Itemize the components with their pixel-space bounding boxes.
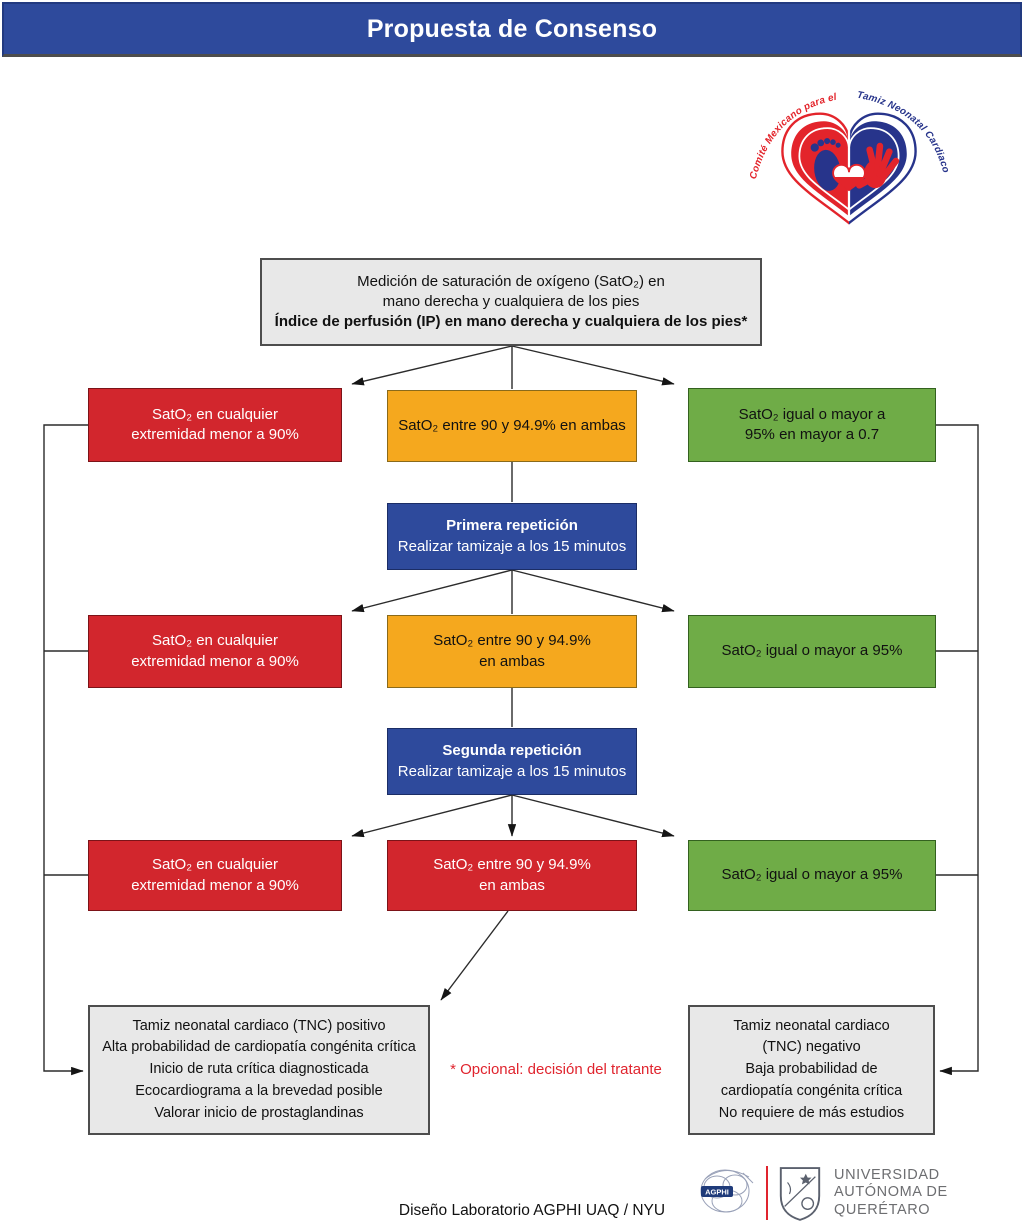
flow-box-first-repeat <box>387 503 637 570</box>
box-line: SatO₂ entre 90 y 94.9% <box>433 856 591 874</box>
university-line: UNIVERSIDAD <box>834 1167 940 1184</box>
box-line: Valorar inicio de prostaglandinas <box>154 1104 364 1121</box>
box-line: mano derecha y cualquiera de los pies <box>382 292 640 310</box>
box-line: en ambas <box>479 652 545 670</box>
box-line: cardiopatía congénita crítica <box>720 1082 903 1099</box>
box-line: extremidad menor a 90% <box>131 426 299 443</box>
university-line: AUTÓNOMA DE <box>834 1184 948 1201</box>
box-line: SatO₂ entre 90 y 94.9% en ambas <box>398 416 626 434</box>
flow-box-second-repeat <box>387 728 637 795</box>
box-line: 95% en mayor a 0.7 <box>744 426 880 443</box>
optional-note: * Opcional: decisión del tratante <box>450 1061 662 1078</box>
box-line: No requiere de más estudios <box>718 1104 905 1121</box>
footer-logos <box>690 1160 1010 1226</box>
box-line: Inicio de ruta crítica diagnosticada <box>149 1061 369 1078</box>
box-line: extremidad menor a 90% <box>131 876 299 894</box>
box-line: Índice de perfusión (IP) en mano derecha y cualquiera de los pies* <box>274 313 748 331</box>
flow-box-row3-sat-normal <box>688 840 936 911</box>
flow-box-row1-sat-low <box>88 388 342 462</box>
university-line: QUERÉTARO <box>834 1201 931 1218</box>
box-line: Tamiz neonatal cardiaco <box>733 1017 890 1034</box>
flow-box-row1-sat-mid <box>387 390 637 462</box>
box-line: SatO₂ en cualquier <box>152 856 278 874</box>
box-line: SatO₂ en cualquier <box>152 632 278 650</box>
logo-arc-right-text: Tamiz Neonatal Cardiaco <box>856 89 952 175</box>
box-line: Realizar tamizaje a los 15 minutos <box>397 537 627 555</box>
flow-box-start-measurement <box>260 258 762 346</box>
box-line: Primera repetición <box>446 517 578 535</box>
flow-box-tnc-negative <box>688 1005 935 1135</box>
page-header <box>2 2 1022 57</box>
flow-box-row2-sat-normal <box>688 615 936 688</box>
box-line: (TNC) negativo <box>762 1039 861 1056</box>
box-line: Medición de saturación de oxígeno (SatO₂) en <box>357 272 665 290</box>
flow-box-tnc-positive <box>88 1005 430 1135</box>
logo-arc-left-text: Comité Mexicano para el <box>747 91 838 181</box>
flow-box-row3-sat-mid <box>387 840 637 911</box>
box-line: SatO₂ entre 90 y 94.9% <box>433 632 591 650</box>
box-line: SatO₂ igual o mayor a 95% <box>721 642 903 660</box>
flow-box-row2-sat-mid <box>387 615 637 688</box>
flow-box-row1-sat-normal <box>688 388 936 462</box>
flow-box-row2-sat-low <box>88 615 342 688</box>
box-line: SatO₂ en cualquier <box>152 405 278 423</box>
uaq-shield-icon <box>776 1163 824 1223</box>
box-line: extremidad menor a 90% <box>131 652 299 670</box>
box-line: Alta probabilidad de cardiopatía congénita crítica <box>102 1039 416 1056</box>
box-line: SatO₂ igual o mayor a 95% <box>721 866 903 884</box>
comite-tamiz-heart-logo <box>733 86 965 236</box>
box-line: Segunda repetición <box>442 742 582 760</box>
agphi-label: AGPHI <box>705 1187 729 1197</box>
footer-divider <box>766 1166 768 1220</box>
box-line: Baja probabilidad de <box>745 1061 878 1078</box>
box-line: Tamiz neonatal cardiaco (TNC) positivo <box>132 1017 386 1034</box>
page-title: Propuesta de Consenso <box>366 14 658 43</box>
design-credit: Diseño Laboratorio AGPHI UAQ / NYU <box>398 1202 666 1219</box>
university-name <box>834 1167 948 1218</box>
flow-box-row3-sat-low <box>88 840 342 911</box>
box-line: en ambas <box>479 876 545 894</box>
box-line: SatO₂ igual o mayor a <box>738 405 886 423</box>
box-line: Realizar tamizaje a los 15 minutos <box>397 762 627 780</box>
box-line: Ecocardiograma a la brevedad posible <box>135 1082 383 1099</box>
